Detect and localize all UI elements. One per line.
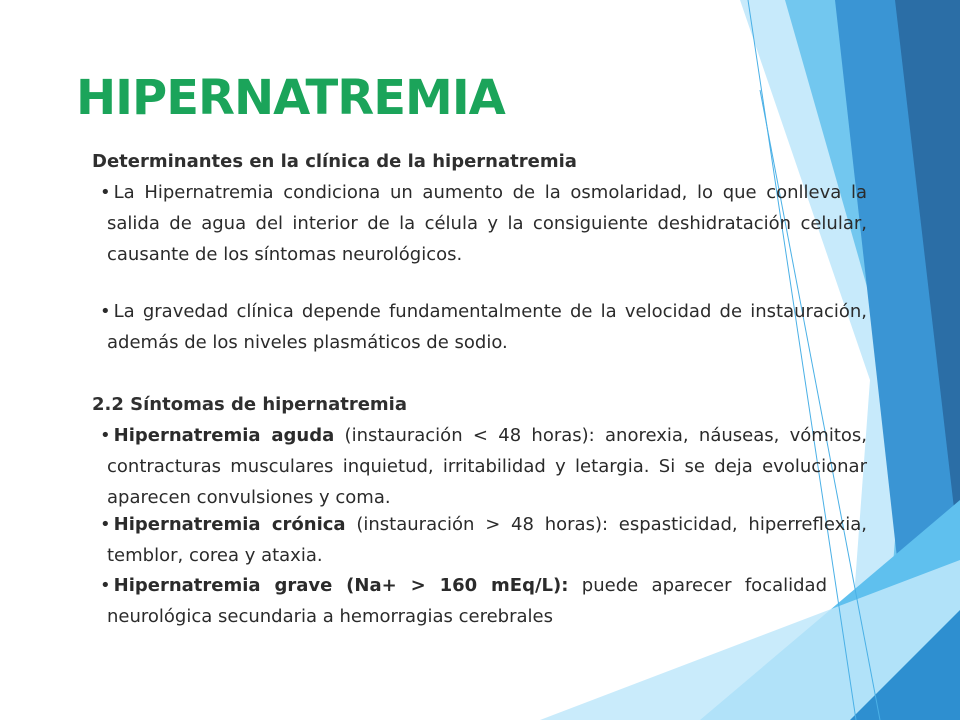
bullet-cronica [100,509,867,571]
bullet-text: (instauración > 48 horas): espasticidad, hiperreflexia, temblor, corea y ataxia. [107,514,867,566]
section-heading-determinantes: Determinantes en la clínica de la hipernatremia [92,151,577,172]
bullet-text: La Hipernatremia condiciona un aumento de la osmolaridad, lo que conlleva la salida de agua del interior de la célula y la consiguiente deshidratación celular, causante de los síntomas neurológicos. [107,182,867,265]
slide-title: HIPERNATREMIA [76,70,505,126]
bullet-icon: • [100,301,111,322]
bullet-icon: • [100,514,111,535]
bullet-gravedad [100,296,867,358]
bullet-bold-term: Hipernatremia crónica [113,514,346,535]
bullet-icon: • [100,575,111,596]
bullet-bold-term: Hipernatremia aguda [113,425,335,446]
bullet-icon: • [100,425,111,446]
bullet-aguda [100,420,867,513]
bullet-text: La gravedad clínica depende fundamentalmente de la velocidad de instauración, además de los niveles plasmáticos de sodio. [107,301,867,353]
bullet-grave [100,570,827,632]
bullet-icon: • [100,182,111,203]
bullet-text: (instauración < 48 horas): anorexia, náuseas, vómitos, contracturas musculares inquietud, irritabilidad y letargia. Si se deja evolucionar aparecen convulsiones y coma. [107,425,868,508]
bullet-bold-term: Hipernatremia grave (Na+ > 160 mEq/L): [113,575,569,596]
bullet-text: puede aparecer focalidad neurológica secundaria a hemorragias cerebrales [107,575,827,627]
bullet-osmolaridad [100,177,867,270]
section-heading-sintomas: 2.2 Síntomas de hipernatremia [92,394,407,415]
